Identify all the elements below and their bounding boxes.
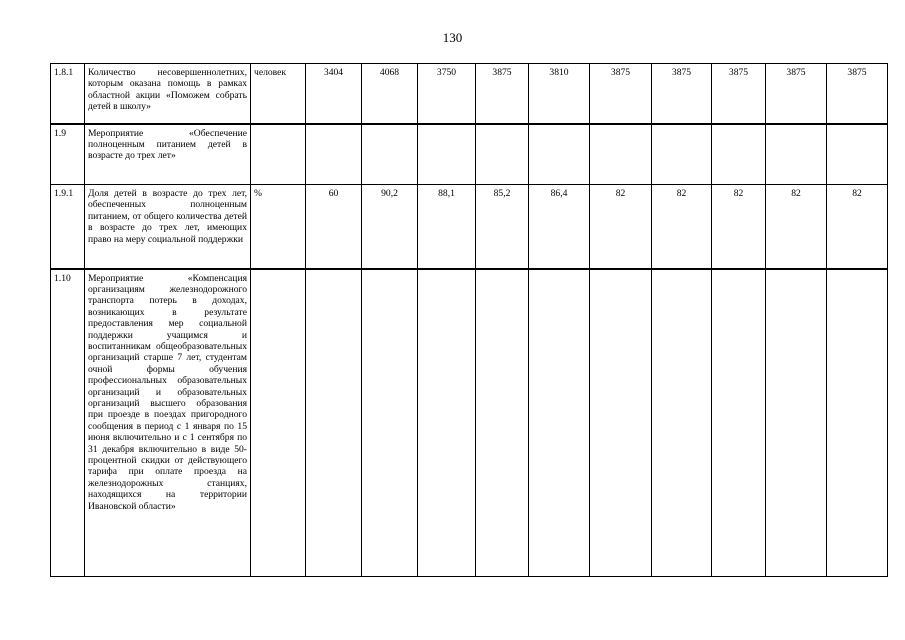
- value-cell: 3875: [827, 64, 888, 124]
- indicator-description-cell: Количество несовершеннолетних, которым оказана помощь в рамках областной акции «Поможем собрать детей в школу»: [85, 64, 251, 124]
- indicator-description-cell: Доля детей в возрасте до трех лет, обеспеченных полноценным питанием, от общего количества детей в возрасте до трех лет, имеющих право на меру социальной поддержки: [85, 185, 251, 269]
- value-cell: [827, 269, 888, 577]
- value-cell: 3875: [712, 64, 766, 124]
- row-number-cell: 1.9: [51, 124, 85, 185]
- value-cell: [418, 124, 476, 185]
- row-number-cell: 1.10: [51, 269, 85, 577]
- value-cell: [529, 269, 590, 577]
- unit-cell: %: [251, 185, 306, 269]
- table-row: [51, 269, 888, 577]
- value-cell: [652, 124, 712, 185]
- value-cell: [712, 269, 766, 577]
- row-number-cell: 1.9.1: [51, 185, 85, 269]
- page-number: 130: [442, 30, 463, 45]
- value-cell: 82: [652, 185, 712, 269]
- value-cell: 4068: [362, 64, 418, 124]
- value-cell: [306, 124, 362, 185]
- value-cell: 82: [766, 185, 827, 269]
- value-cell: 82: [590, 185, 652, 269]
- indicator-description-cell: Мероприятие «Обеспечение полноценным питанием детей в возрасте до трех лет»: [85, 124, 251, 185]
- value-cell: 3875: [590, 64, 652, 124]
- value-cell: [590, 124, 652, 185]
- indicators-table: [50, 63, 888, 577]
- value-cell: [827, 124, 888, 185]
- value-cell: 3810: [529, 64, 590, 124]
- value-cell: [476, 269, 529, 577]
- table-row: [51, 124, 888, 185]
- value-cell: 3750: [418, 64, 476, 124]
- unit-cell: человек: [251, 64, 306, 124]
- value-cell: 90,2: [362, 185, 418, 269]
- value-cell: 82: [712, 185, 766, 269]
- value-cell: 60: [306, 185, 362, 269]
- value-cell: [476, 124, 529, 185]
- value-cell: [418, 269, 476, 577]
- value-cell: [362, 124, 418, 185]
- value-cell: [766, 269, 827, 577]
- row-number-cell: 1.8.1: [51, 64, 85, 124]
- value-cell: [590, 269, 652, 577]
- value-cell: 82: [827, 185, 888, 269]
- value-cell: [362, 269, 418, 577]
- value-cell: 88,1: [418, 185, 476, 269]
- unit-cell: [251, 269, 306, 577]
- value-cell: 85,2: [476, 185, 529, 269]
- value-cell: [529, 124, 590, 185]
- value-cell: 3404: [306, 64, 362, 124]
- value-cell: [306, 269, 362, 577]
- value-cell: 3875: [652, 64, 712, 124]
- value-cell: [712, 124, 766, 185]
- value-cell: 3875: [766, 64, 827, 124]
- value-cell: 3875: [476, 64, 529, 124]
- unit-cell: [251, 124, 306, 185]
- table-row: [51, 64, 888, 124]
- table-row: [51, 185, 888, 269]
- value-cell: [766, 124, 827, 185]
- indicator-description-cell: Мероприятие «Компенсация организациям железнодорожного транспорта потерь в доходах, возникающих в результате предоставления мер социальной поддержки учащимся и воспитанникам общеобразовательных организаций старше 7 лет, студентам очной формы обучения профессиональных образовательных организаций и образовательных организаций высшего образования при проезде в поездах пригородного сообщения в период с 1 января по 15 июня включительно и с 1 сентября по 31 декабря включительно в виде 50-процентной скидки от действующего тарифа при оплате проезда на железнодорожных станциях, находящихся на территории Ивановской области»: [85, 269, 251, 577]
- value-cell: 86,4: [529, 185, 590, 269]
- value-cell: [652, 269, 712, 577]
